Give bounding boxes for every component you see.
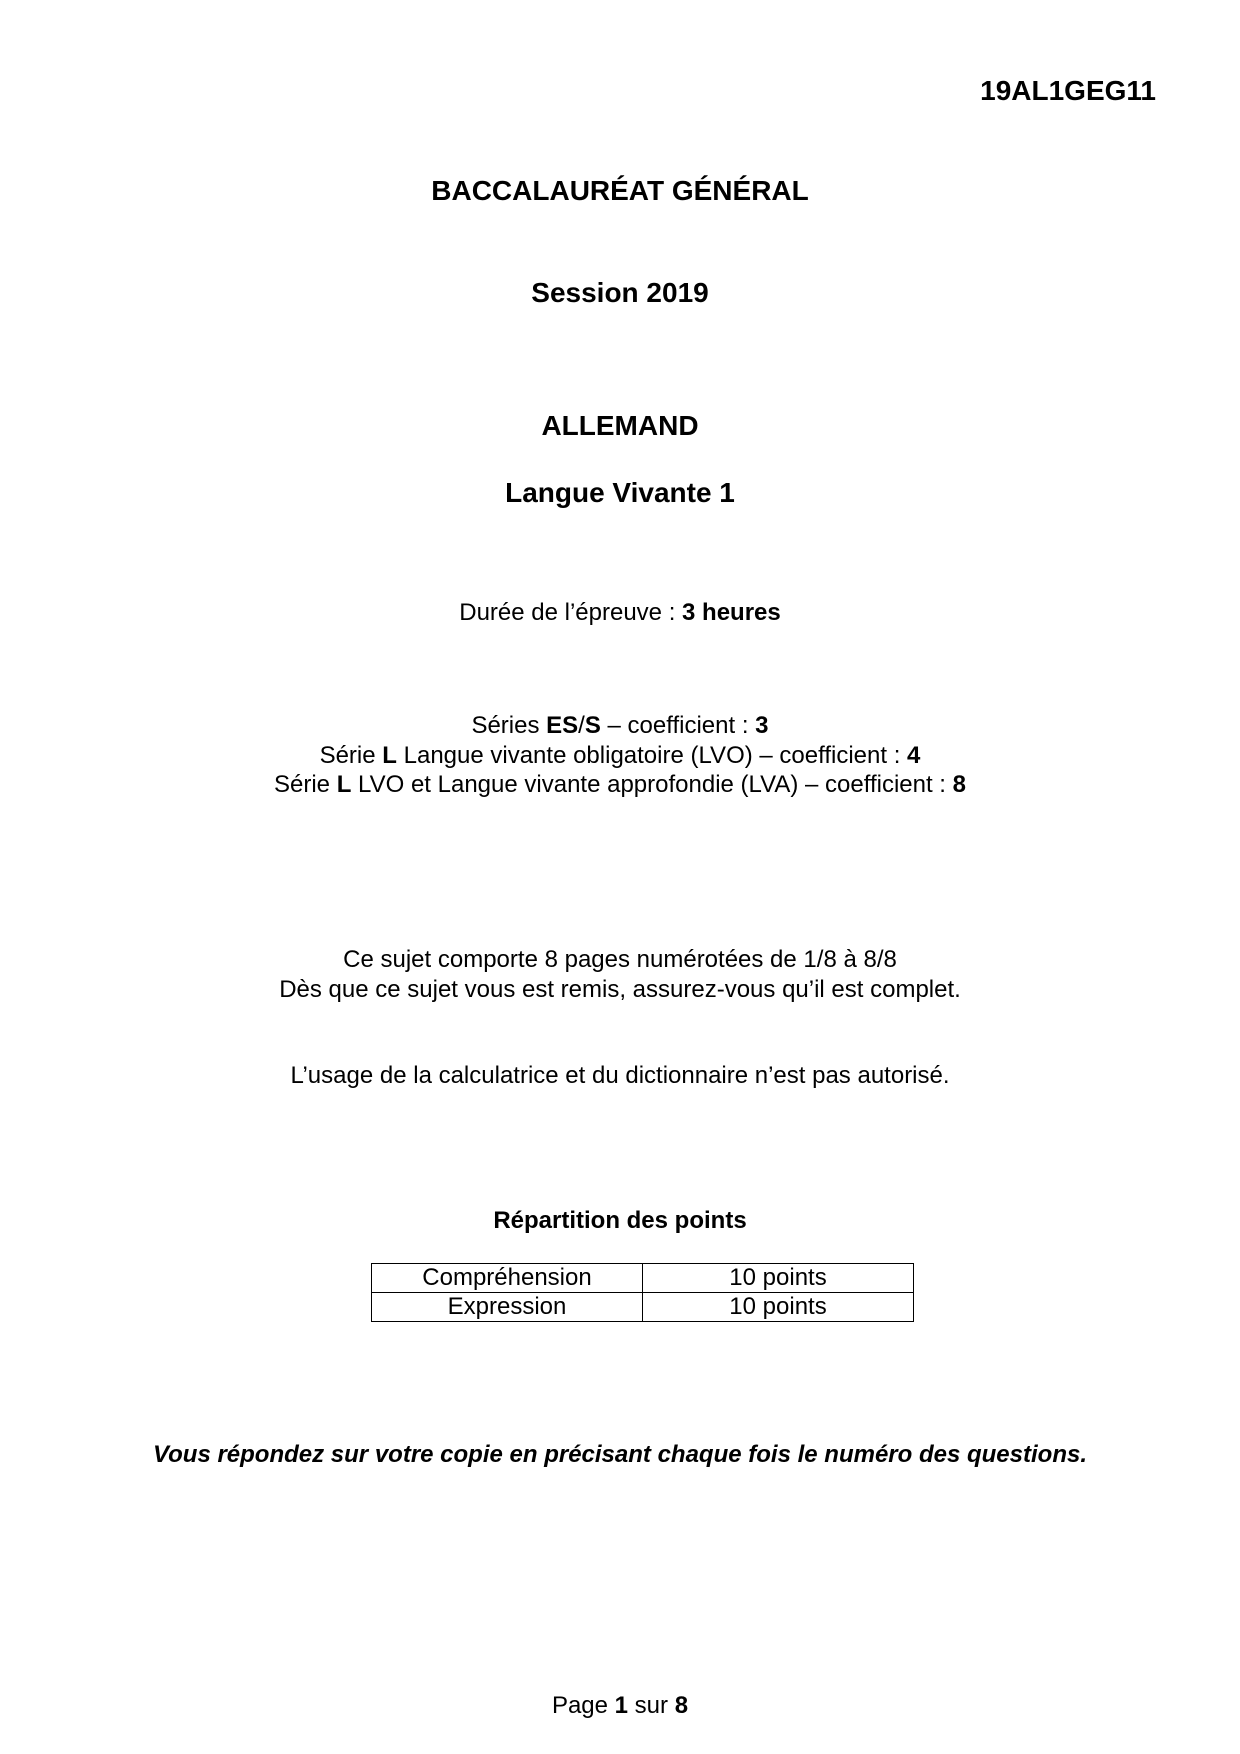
document-code: 19AL1GEG11 — [980, 75, 1156, 106]
series-coefficient: 8 — [952, 771, 966, 798]
calculator-notice: L’usage de la calculatrice et du dictionnaire n’est pas autorisé. — [290, 1062, 950, 1089]
table-cell-part: Expression — [372, 1293, 643, 1322]
series-line-l-lvo — [0, 741, 1240, 771]
series-name: ES — [546, 712, 579, 739]
series-coefficient: 4 — [907, 741, 921, 769]
table-row — [372, 1293, 914, 1322]
duration-value: 3 heures — [682, 599, 781, 626]
page-total: 8 — [674, 1692, 689, 1719]
table-cell-points: 10 points — [643, 1264, 914, 1293]
table-row — [372, 1264, 914, 1293]
points-table-title: Répartition des points — [493, 1207, 747, 1234]
series-text: Langue vivante obligatoire (LVO) – coefficient : — [396, 741, 908, 769]
series-line-l-lva — [0, 770, 1240, 800]
series-name-2: S — [584, 712, 601, 739]
series-block — [0, 711, 1240, 800]
duration-line — [0, 598, 1240, 628]
complete-line: Dès que ce sujet vous est remis, assurez-vous qu’il est complet. — [279, 976, 961, 1003]
series-prefix: Séries — [471, 712, 547, 739]
series-name: L — [382, 741, 397, 769]
series-line-es-s — [0, 711, 1240, 741]
page-current: 1 — [614, 1692, 629, 1719]
table-cell-points: 10 points — [643, 1293, 914, 1322]
series-prefix: Série — [274, 771, 337, 798]
answer-instruction: Vous répondez sur votre copie en précisant chaque fois le numéro des questions. — [153, 1441, 1087, 1468]
exam-title: BACCALAURÉAT GÉNÉRAL — [431, 175, 809, 206]
series-text: – coefficient : — [600, 712, 756, 739]
page-footer — [0, 1691, 1240, 1721]
subject-title: ALLEMAND — [541, 410, 699, 441]
series-separator: / — [578, 712, 585, 739]
series-coefficient: 3 — [755, 712, 769, 739]
page-label: Page — [551, 1692, 615, 1719]
table-cell-part: Compréhension — [372, 1264, 643, 1293]
series-prefix: Série — [319, 741, 383, 769]
page-separator: sur — [628, 1692, 675, 1719]
duration-label: Durée de l’épreuve : — [459, 599, 683, 626]
session-title: Session 2019 — [531, 277, 709, 308]
page-count-notice — [0, 945, 1240, 1005]
points-table — [371, 1263, 914, 1322]
pages-line: Ce sujet comporte 8 pages numérotées de 1/8 à 8/8 — [343, 946, 897, 973]
series-text: LVO et Langue vivante approfondie (LVA) – coefficient : — [351, 771, 953, 798]
language-level-title: Langue Vivante 1 — [505, 477, 735, 508]
series-name: L — [336, 771, 352, 798]
